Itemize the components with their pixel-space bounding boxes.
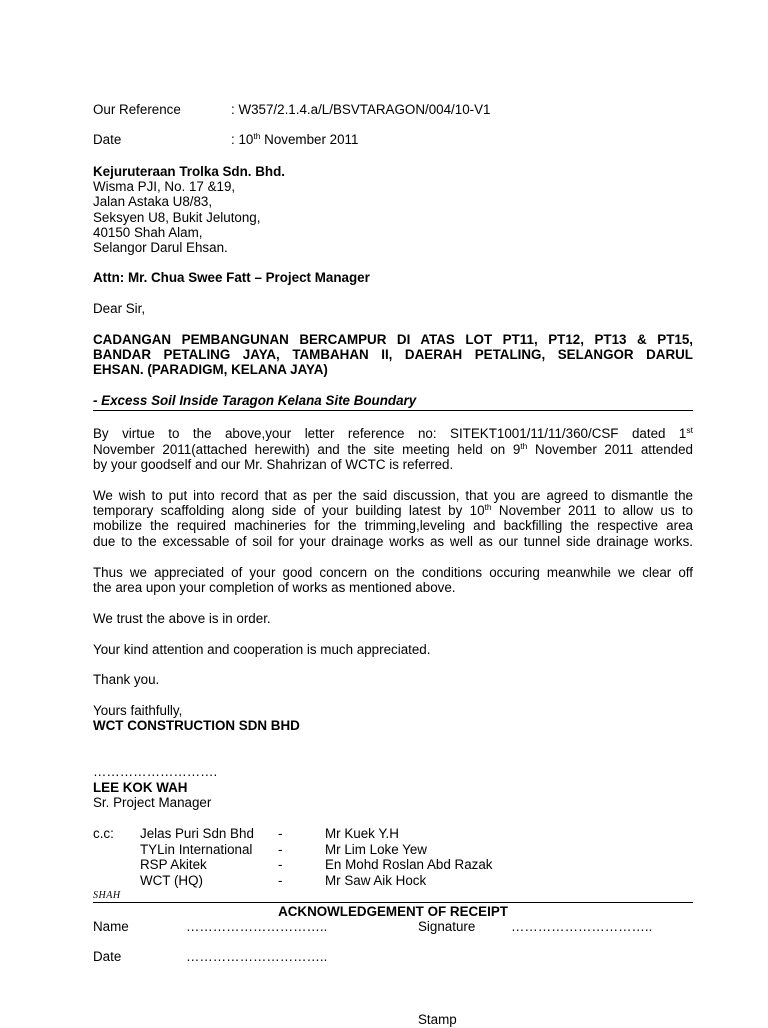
body-line: Your kind attention and cooperation is much appreciated. [93, 642, 431, 657]
body-line: Thus we appreciated of your good concern on the conditions occuring meanwhile we clear off [93, 565, 693, 580]
body-line: November 2011(attached herewith) and the site meeting held on 9th November 2011 attended [93, 441, 693, 457]
ack-stamp-label: Stamp [418, 1012, 457, 1027]
body-line: the area upon your completion of works as mentioned above. [93, 580, 456, 595]
body-line: We trust the above is in order. [93, 611, 271, 626]
recipient-address-line: Selangor Darul Ehsan. [93, 240, 228, 255]
body-line: By virtue to the above,your letter reference no: SITEKT1001/11/11/360/CSF dated 1st [93, 425, 693, 441]
recipient-address-line: 40150 Shah Alam, [93, 225, 203, 240]
body-line: temporary scaffolding along side of your building latest by 10th November 2011 to allow us to [93, 502, 693, 518]
body-line: mobilize the required machineries for the trimming,leveling and backfilling the respective area [93, 518, 693, 533]
sender-company: WCT CONSTRUCTION SDN BHD [93, 718, 300, 733]
cc-org: WCT (HQ) [140, 873, 203, 888]
recipient-address-line: Wisma PJI, No. 17 &19, [93, 179, 236, 194]
recipient-company: Kejuruteraan Trolka Sdn. Bhd. [93, 164, 285, 179]
subject-line: CADANGAN PEMBANGUNAN BERCAMPUR DI ATAS LOT PT11, PT12, PT13 & PT15, [93, 332, 693, 347]
cc-dash: - [278, 826, 283, 841]
ack-signature-dots: ………………………….. [511, 919, 653, 934]
signatory-title: Sr. Project Manager [93, 795, 212, 810]
body-line: by your goodself and our Mr. Shahrizan of WCTC is referred. [93, 457, 454, 472]
body-line: We wish to put into record that as per the said discussion, that you are agreed to dismantle the [93, 488, 693, 503]
ack-date-dots: ………………………….. [186, 949, 328, 964]
subject-line: BANDAR PETALING JAYA, TAMBAHAN II, DAERAH PETALING, SELANGOR DARUL [93, 347, 693, 362]
ack-name-dots: ………………………….. [186, 919, 328, 934]
cc-label: c.c: [93, 826, 114, 841]
valediction: Yours faithfully, [93, 703, 183, 718]
cc-dash: - [278, 842, 283, 857]
body-line: due to the excessable of soil for your drainage works as well as our tunnel side drainage works. [93, 534, 693, 549]
ack-date-label: Date [93, 949, 122, 964]
reference-value: : W357/2.1.4.a/L/BSVTARAGON/004/10-V1 [231, 102, 491, 117]
cc-org: Jelas Puri Sdn Bhd [140, 826, 254, 841]
cc-person: Mr Lim Loke Yew [325, 842, 427, 857]
ack-name-label: Name [93, 919, 129, 934]
date-label: Date [93, 132, 122, 147]
cc-org: TYLin International [140, 842, 253, 857]
signatory-name: LEE KOK WAH [93, 780, 188, 795]
subject-subtitle: - Excess Soil Inside Taragon Kelana Site Boundary [93, 393, 417, 408]
typist-initials: SHAH [93, 890, 121, 901]
cc-org: RSP Akitek [140, 857, 207, 872]
signature-dots: ………………………. [93, 764, 218, 779]
recipient-address-line: Seksyen U8, Bukit Jelutong, [93, 210, 261, 225]
attention-line: Attn: Mr. Chua Swee Fatt – Project Manager [93, 270, 370, 285]
salutation: Dear Sir, [93, 301, 146, 316]
cc-dash: - [278, 873, 283, 888]
body-line: Thank you. [93, 672, 160, 687]
reference-label: Our Reference [93, 102, 181, 117]
acknowledgement-divider [93, 902, 693, 903]
cc-person: En Mohd Roslan Abd Razak [325, 857, 493, 872]
acknowledgement-title: ACKNOWLEDGEMENT OF RECEIPT [278, 904, 508, 919]
recipient-address-line: Jalan Astaka U8/83, [93, 194, 213, 209]
date-value: : 10th November 2011 [231, 131, 359, 147]
cc-dash: - [278, 857, 283, 872]
subject-line: EHSAN. (PARADIGM, KELANA JAYA) [93, 362, 328, 377]
ack-signature-label: Signature [418, 919, 476, 934]
cc-person: Mr Kuek Y.H [325, 826, 399, 841]
cc-person: Mr Saw Aik Hock [325, 873, 427, 888]
subject-divider [93, 410, 693, 411]
